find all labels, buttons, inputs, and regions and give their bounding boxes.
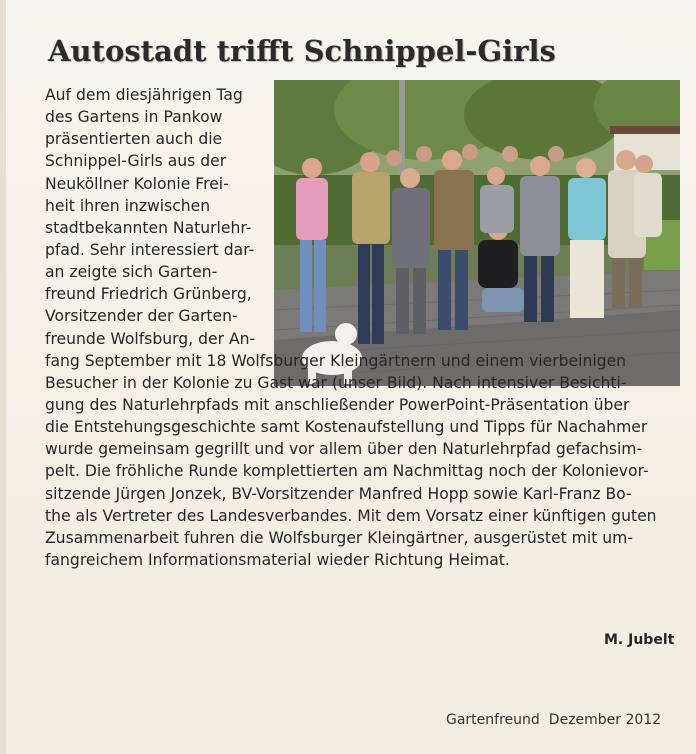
issue-date: Dezember 2012: [548, 712, 662, 728]
page-footer: [446, 712, 661, 728]
article-body-line: wurde gemeinsam gegrillt und vor allem über den Naturlehrpfad gefachsim-: [45, 440, 643, 459]
article-body-line: Besucher in der Kolonie zu Gast war (unser Bild). Nach intensiver Besichti-: [45, 373, 627, 392]
article-body-line: freund Friedrich Grünberg,: [45, 285, 252, 304]
article-body: [45, 84, 675, 571]
article-body-line: freunde Wolfsburg, der An-: [45, 329, 256, 348]
article-body-line: stadtbekannten Naturlehr-: [45, 218, 252, 237]
article-body-line: des Gartens in Pankow: [45, 108, 223, 127]
article-body-line: sitzende Jürgen Jonzek, BV-Vorsitzender Manfred Hopp sowie Karl-Franz Bo-: [45, 484, 632, 503]
article-body-line: fang September mit 18 Wolfsburger Kleingärtnern und einem vierbeinigen: [45, 351, 627, 370]
article-body-line: präsentierten auch die: [45, 130, 223, 149]
article-body-line: heit ihren inzwischen: [45, 196, 211, 215]
article-body-line: Schnippel-Girls aus der: [45, 152, 227, 171]
article-body-line: die Entstehungsgeschichte samt Kostenaufstellung und Tipps für Nachahmer: [45, 418, 648, 437]
article-body-line: Zusammenarbeit fuhren die Wolfsburger Kleingärtner, ausgerüstet mit um-: [45, 528, 633, 547]
page-edge: [0, 0, 6, 754]
article-body-line: Vorsitzender der Garten-: [45, 307, 238, 326]
article-body-line: the als Vertreter des Landesverbandes. Mit dem Vorsatz einer künftigen guten: [45, 506, 657, 525]
publication-name: Gartenfreund: [446, 712, 540, 728]
article-body-line: fangreichem Informationsmaterial wieder Richtung Heimat.: [45, 550, 510, 569]
author-byline: M. Jubelt: [604, 632, 675, 648]
article-headline: Autostadt trifft Schnippel-Girls: [48, 34, 556, 68]
article-body-line: pelt. Die fröhliche Runde komplettierten am Nachmittag noch der Kolonievor-: [45, 462, 649, 481]
article-body-line: gung des Naturlehrpfads mit anschließender PowerPoint-Präsentation über: [45, 395, 630, 414]
article-body-line: Auf dem diesjährigen Tag: [45, 86, 243, 104]
article-body-line: pfad. Sehr interessiert dar-: [45, 240, 255, 259]
article-body-line: an zeigte sich Garten-: [45, 263, 218, 282]
article-body-line: Neuköllner Kolonie Frei-: [45, 174, 229, 193]
